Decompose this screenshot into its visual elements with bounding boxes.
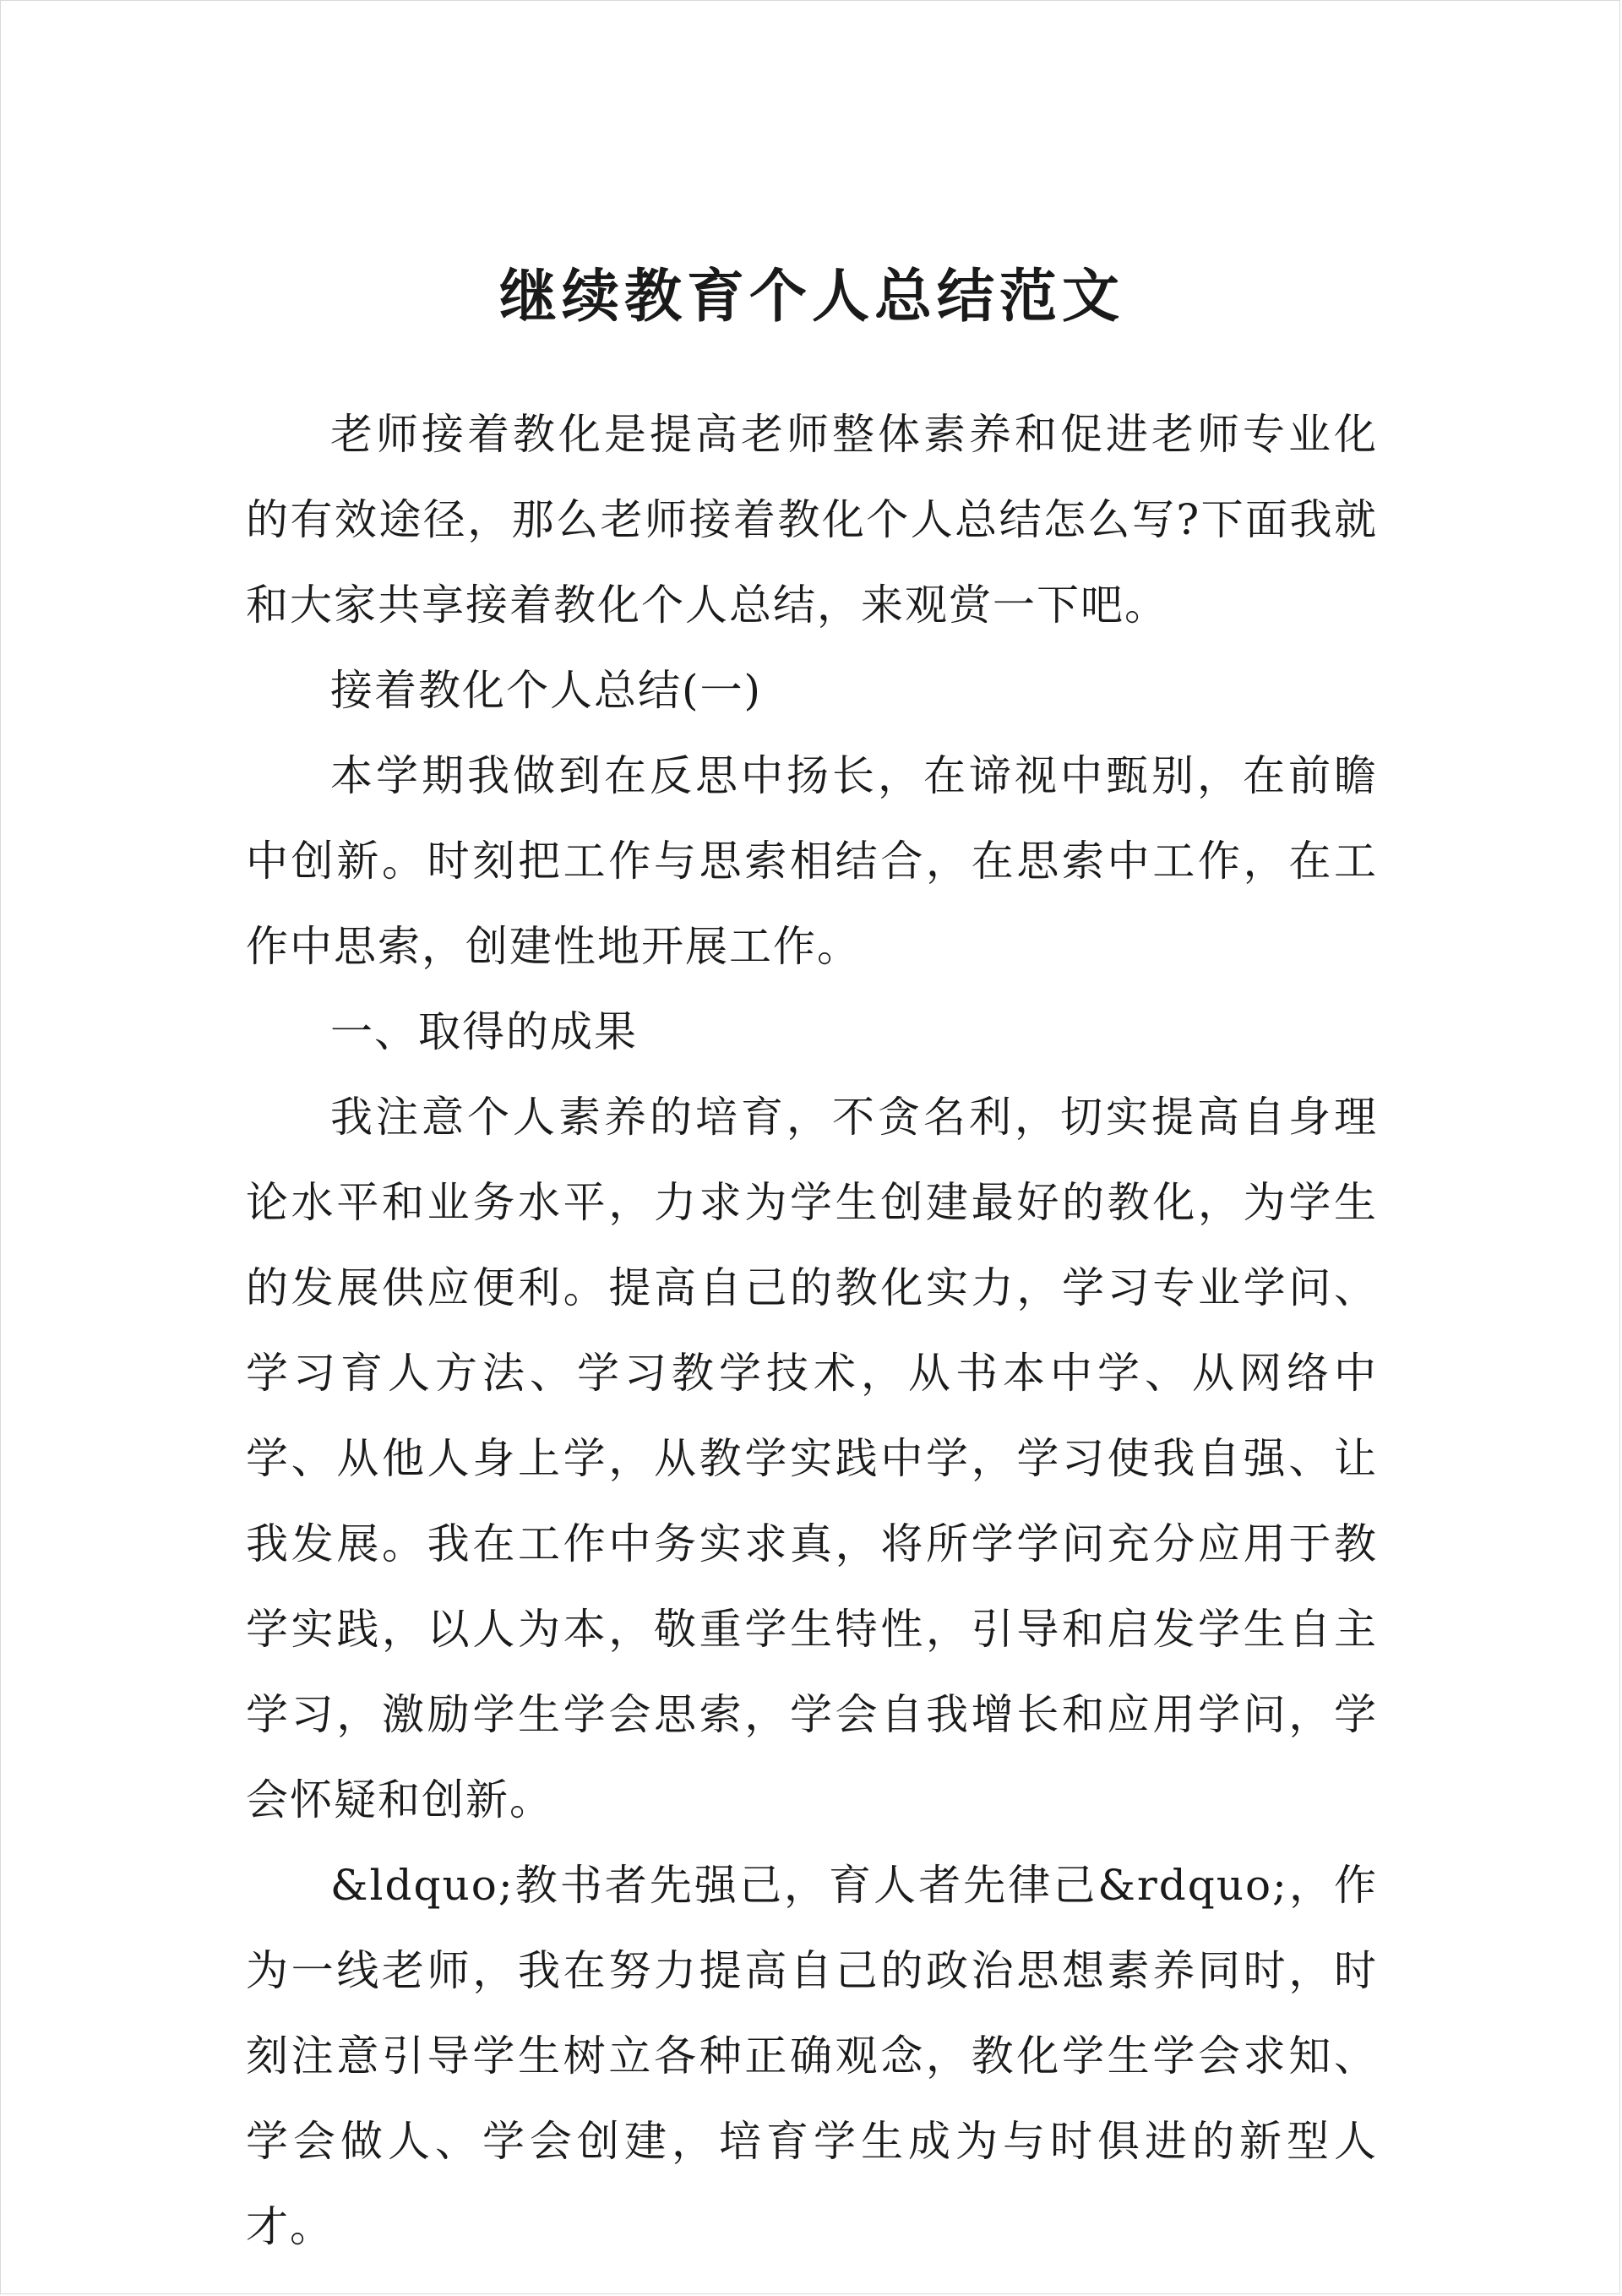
document-body bbox=[246, 392, 1378, 2270]
paragraph-intro: 老师接着教化是提高老师整体素养和促进老师专业化的有效途径，那么老师接着教化个人总结怎么写?下面我就和大家共享接着教化个人总结，来观赏一下吧。 bbox=[246, 410, 1378, 630]
section-heading-achievements: 一、取得的成果 bbox=[330, 1007, 638, 1056]
section-heading-summary-1: 接着教化个人总结(一) bbox=[330, 666, 763, 715]
paragraph-achievements: 我注意个人素养的培育，不贪名利，切实提高自身理论水平和业务水平，力求为学生创建最好的教化，为学生的发展供应便利。提高自己的教化实力，学习专业学问、学习育人方法、学习教学技术，从书本中学、从网络中学、从他人身上学，从教学实践中学，学习使我自强、让我发展。我在工作中务实求真，将所学学问充分应用于教学实践，以人为本，敬重学生特性，引导和启发学生自主学习，激励学生学会思索，学会自我增长和应用学问，学会怀疑和创新。 bbox=[246, 1093, 1378, 1824]
document-title: 继续教育个人总结范文 bbox=[498, 263, 1124, 330]
paragraph-reflection: 本学期我做到在反思中扬长，在谛视中甄别，在前瞻中创新。时刻把工作与思索相结合，在思索中工作，在工作中思索，创建性地开展工作。 bbox=[246, 751, 1378, 971]
paragraph-teacher-role: &ldquo;教书者先强己，育人者先律己&rdquo;，作为一线老师，我在努力提高自己的政治思想素养同时，时刻注意引导学生树立各种正确观念，教化学生学会求知、学会做人、学会创建，培育学生成为与时俱进的新型人才。 bbox=[246, 1861, 1378, 2251]
